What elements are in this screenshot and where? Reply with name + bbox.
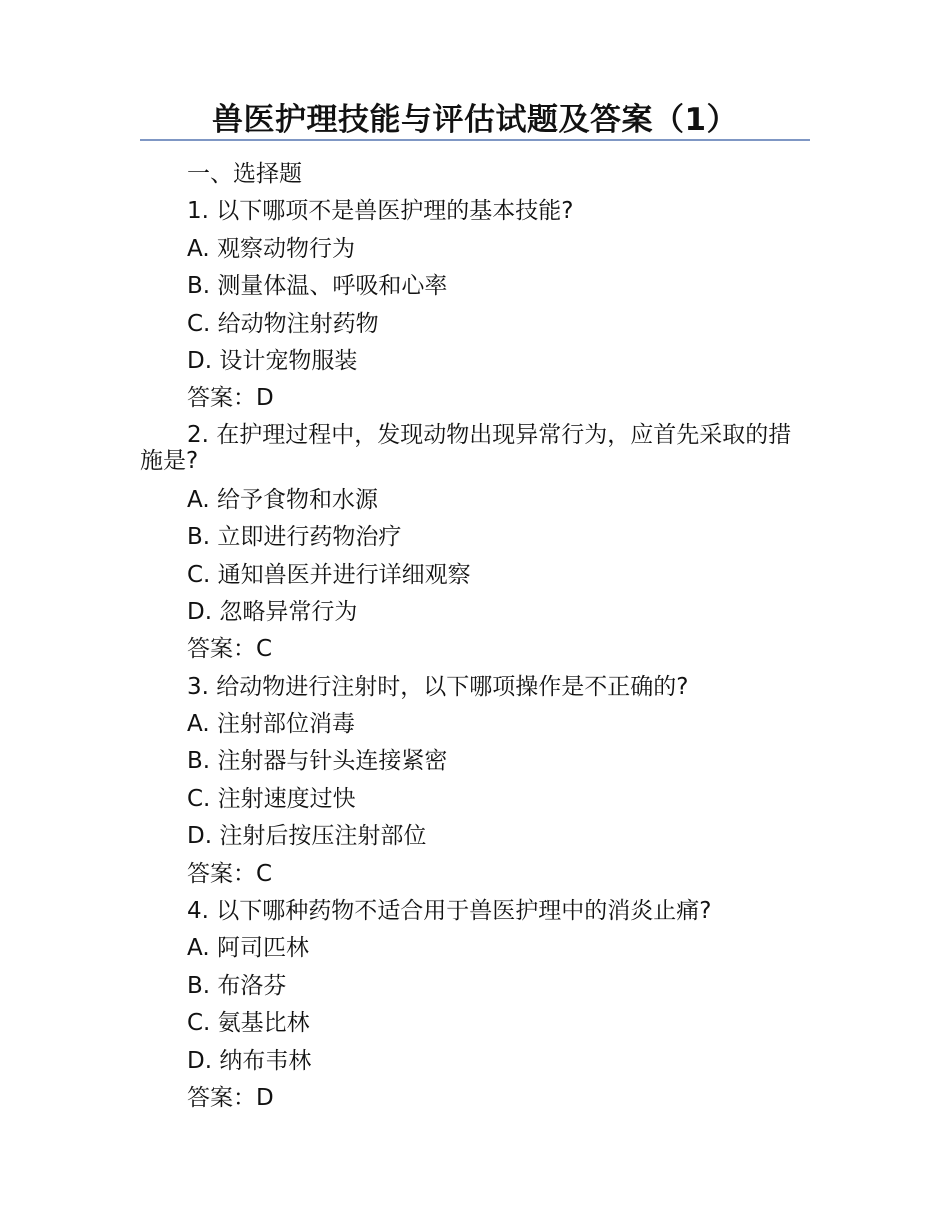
- option-c: C. 给动物注射药物: [187, 310, 379, 337]
- option-d: D. 忽略异常行为: [187, 598, 358, 625]
- option-d: D. 纳布韦林: [187, 1047, 312, 1074]
- answer-text: 答案：D: [187, 385, 274, 412]
- option-a: A. 观察动物行为: [187, 235, 355, 262]
- option-c: C. 氨基比林: [187, 1010, 310, 1037]
- option-d: D. 注射后按压注射部位: [187, 823, 427, 850]
- document-title: 兽医护理技能与评估试题及答案（1）: [211, 102, 739, 138]
- title-underline: [140, 139, 810, 141]
- option-d: D. 设计宠物服装: [187, 347, 358, 374]
- option-b: B. 立即进行药物治疗: [187, 524, 402, 551]
- option-b: B. 注射器与针头连接紧密: [187, 748, 448, 775]
- answer-text: 答案：D: [187, 1084, 274, 1111]
- option-c: C. 通知兽医并进行详细观察: [187, 561, 471, 588]
- option-c: C. 注射速度过快: [187, 785, 356, 812]
- answer-text: 答案：C: [187, 860, 273, 887]
- question-text: 2. 在护理过程中，发现动物出现异常行为，应首先采取的措施是?: [140, 421, 792, 474]
- answer-text: 答案：C: [187, 636, 273, 663]
- option-a: A. 阿司匹林: [187, 935, 309, 962]
- option-b: B. 布洛芬: [187, 972, 287, 999]
- document-body: [140, 156, 810, 1117]
- option-b: B. 测量体温、呼吸和心率: [187, 273, 448, 300]
- question-text: 1. 以下哪项不是兽医护理的基本技能?: [187, 198, 574, 225]
- option-a: A. 给予食物和水源: [187, 486, 378, 513]
- question-text: 4. 以下哪种药物不适合用于兽医护理中的消炎止痛?: [187, 898, 712, 925]
- option-a: A. 注射部位消毒: [187, 711, 355, 738]
- section-heading: 一、选择题: [187, 161, 302, 187]
- question-text: 3. 给动物进行注射时，以下哪项操作是不正确的?: [187, 673, 689, 700]
